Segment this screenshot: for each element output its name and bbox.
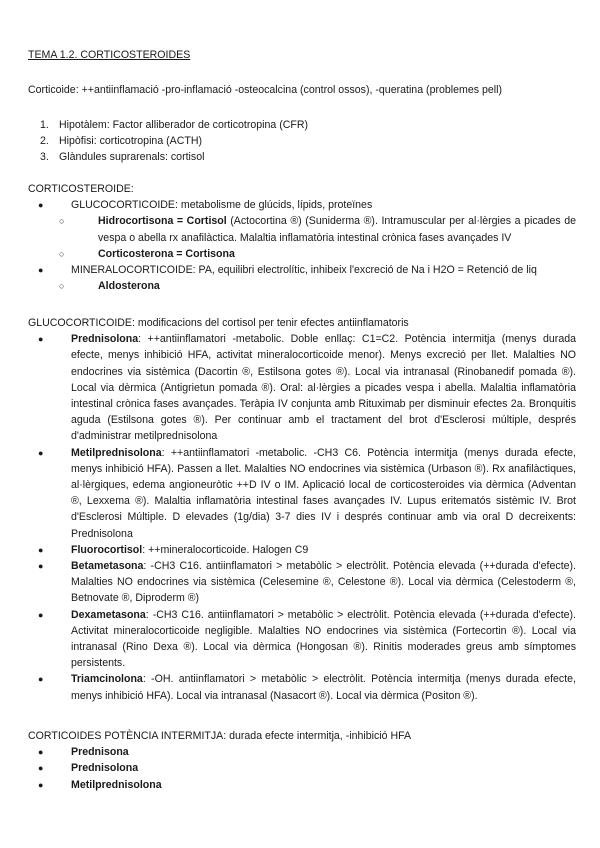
bullet-icon: ● bbox=[38, 779, 44, 790]
list-item: ○ Aldosterona bbox=[28, 278, 576, 294]
list-item: ○ Corticosterona = Cortisona bbox=[28, 246, 576, 262]
corticosteroide-section bbox=[28, 181, 576, 294]
bullet-icon: ● bbox=[38, 447, 44, 458]
list-item: ● Betametasona: -CH3 C16. antiinflamatori > metabòlic > electròlit. Potència elevada (++durada d'efecte). Malalties NO endocrines via sistèmica (Celesemine ®, Celestone ®). Local via dèrmica (Celestoderm ®, Betnovate ®, Diproderm ®) bbox=[38, 560, 576, 605]
glucocorticoide-section bbox=[28, 315, 576, 704]
list-item: ● Dexametasona: -CH3 C16. antiinflamatori > metabòlic > electròlit. Potència elevada (++durada d'efecte). Activitat mineralocorticoide negligible. Malalties NO endocrines via sistèmica (Fortecortin ®). Local via intranasal (Rino Dexa ®). Local via dèrmica (Hongosan ®). Rinitis moderades greus amb símptomes persistents. bbox=[38, 608, 576, 670]
list-item: ● Prednisolona: ++antiinflamatori -metabolic. Doble enllaç: C1=C2. Potència intermitja (menys durada efecte, menys inhibició HFA, activitat mineralocorticoide menor). Menys excreció per llet. Malalties NO endocrines via sistèmica (Dacortin ®, Estilsona gotes ®). Local via intranasal (Rinobanedif pomada ®). Local via dèrmica (Antigrietun pomada ®). Oral: al·lèrgies a picades vespa i abella. Malaltia inflamatòria intestinal crònica fases avançades. Teràpia IV conjunta amb Rituximab per disminuir efectes 2a. Bronquitis aguda (Estilsona gotes ®). Per continuar amb el tractament del brot d'Esclerosi múltiple, després d'administrar metilprednisolona bbox=[38, 333, 576, 443]
list-item: ○ Hidrocortisona = Cortisol (Actocortina ®) (Suniderma ®). Intramuscular per al·lèrgies a picades de vespa o abella rx anafilàctica. Malaltia inflamatòria intestinal crònica fases avançades IV bbox=[59, 215, 576, 244]
list-item: ● Prednisolona bbox=[28, 760, 576, 776]
list-number: 3. bbox=[40, 151, 49, 164]
list-number: 2. bbox=[40, 135, 49, 148]
list-item: 3. Glàndules suprarenals: cortisol bbox=[28, 149, 576, 165]
bullet-icon: ● bbox=[38, 674, 44, 685]
list-item: ● Fluorocortisol: ++mineralocorticoide. Halogen C9 bbox=[28, 542, 576, 558]
bullet-icon: ● bbox=[38, 265, 44, 276]
bullet-icon: ● bbox=[38, 747, 44, 758]
bullet-icon: ● bbox=[38, 763, 44, 774]
section-heading: GLUCOCORTICOIDE: modificacions del cortisol per tenir efectes antiinflamatoris bbox=[28, 317, 409, 329]
list-item: 1. Hipotàlem: Factor alliberador de corticotropina (CFR) bbox=[28, 117, 576, 133]
list-item: ● Metilprednisolona bbox=[28, 777, 576, 793]
intermitja-section bbox=[28, 728, 576, 793]
section-heading: CORTICOSTEROIDE: bbox=[28, 183, 134, 195]
page-title: TEMA 1.2. CORTICOSTEROIDES bbox=[28, 49, 191, 61]
list-item: 2. Hipòfisi: corticotropina (ACTH) bbox=[28, 133, 576, 149]
axis-list bbox=[28, 117, 576, 166]
list-item: ● Triamcinolona: -OH. antiinflamatori > metabòlic > electròlit. Potència intermitja (menys durada efecte, menys inhibició HFA). Local via intranasal (Nasacort ®). Local via dèrmica (Positon ®). bbox=[38, 673, 576, 702]
bullet-icon: ● bbox=[38, 544, 44, 555]
list-item: ● GLUCOCORTICOIDE: metabolisme de glúcids, lípids, proteïnes bbox=[28, 197, 576, 213]
bullet-icon: ● bbox=[38, 561, 44, 572]
bullet-icon: ● bbox=[38, 200, 44, 211]
list-item: ● Metilprednisolona: ++antiinflamatori -metabolic. -CH3 C6. Potència intermitja (menys durada efecte, menys inhibició HFA). Passen a llet. Malalties NO endocrines via sistèmica (Urbason ®). Rx anafilàctiques, al·lèrgiques, edema angioneuròtic ++D IV o IM. Aplicació local de corticosteroides via dèrmica (Adventan ®, Lexxema ®). Malaltia inflamatòria intestinal fases avançades IV. Lupus eritematós sistèmic IV. Brot d'Esclerosi Múltiple. D elevades (1g/dia) 3-7 dies IV i després continuar amb via oral D decreixents: Prednisolona bbox=[38, 446, 576, 540]
section-heading: CORTICOIDES POTÈNCIA INTERMITJA: durada efecte intermitja, -inhibició HFA bbox=[28, 730, 412, 742]
bullet-icon: ● bbox=[38, 609, 44, 620]
list-item: ● MINERALOCORTICOIDE: PA, equilibri electrolític, inhibeix l'excreció de Na i H2O = Retenció de liq bbox=[28, 262, 576, 278]
list-item: ● Prednisona bbox=[28, 744, 576, 760]
sub-bullet-icon: ○ bbox=[59, 281, 65, 292]
bullet-icon: ● bbox=[38, 334, 44, 345]
sub-bullet-icon: ○ bbox=[59, 216, 65, 227]
list-number: 1. bbox=[40, 119, 49, 131]
intro-line: Corticoide: ++antiinflamació -pro-inflamació -osteocalcina (control ossos), -queratina (problemes pell) bbox=[28, 84, 502, 96]
sub-bullet-icon: ○ bbox=[59, 248, 65, 259]
